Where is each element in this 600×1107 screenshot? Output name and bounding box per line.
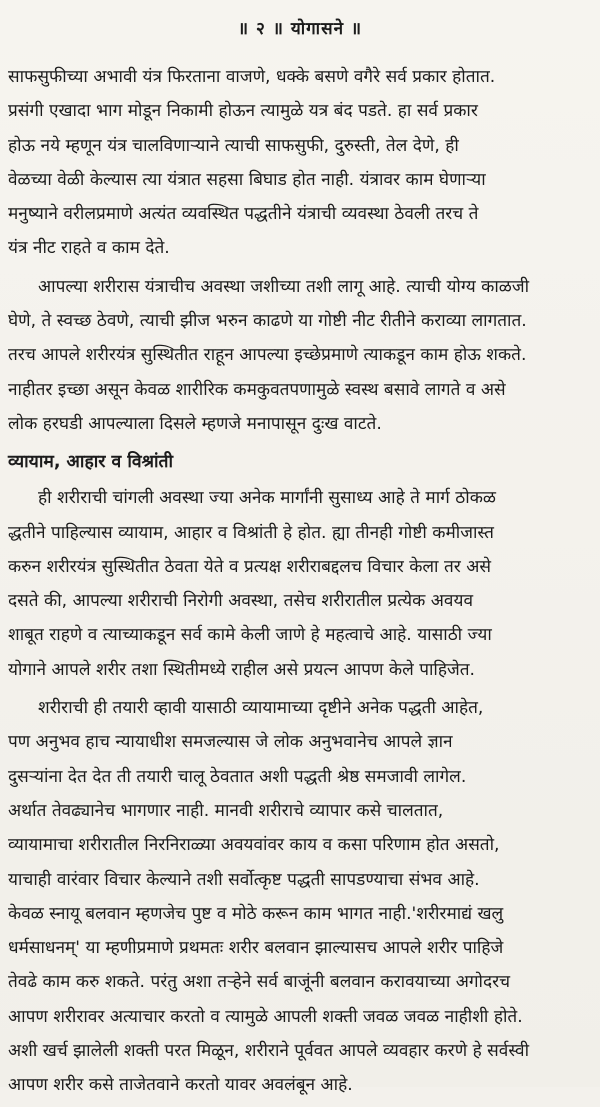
page-header: ॥ २ ॥ योगासने ॥ [237, 19, 363, 39]
text-line: योगाने आपले शरीर तशा स्थितीमध्ये राहील असे प्रयत्न आपण केले पाहिजेत. [8, 659, 476, 680]
text-line: ही शरीराची चांगली अवस्था ज्या अनेक मार्गांनी सुसाध्य आहे ते मार्ग ठोकळ [38, 488, 496, 509]
section-heading: व्यायाम, आहार व विश्रांती [8, 452, 174, 473]
text-line: अर्थात तेवढ्यानेच भागणार नाही. मानवी शरीराचे व्यापार कसे चालतात, [8, 800, 444, 821]
text-line: अशी खर्च झालेली शक्ती परत मिळून, शरीराने पूर्ववत आपले व्यवहार करणे हे सर्वस्वी [8, 1041, 530, 1062]
text-line: यंत्र नीट राहते व काम देते. [8, 238, 170, 259]
text-line: केवळ स्नायू बलवान म्हणजेच पुष्ट व मोठे करून काम भागत नाही.'शरीरमाद्यं खलु [8, 903, 504, 924]
text-line: प्रसंगी एखादा भाग मोडून निकामी होऊन त्यामुळे यत्र बंद पडते. हा सर्व प्रकार [8, 101, 478, 122]
text-line: आपण शरीरावर अत्याचार करतो व त्यामुळे आपली शक्ती जवळ जवळ नाहीशी होते. [8, 1006, 523, 1027]
page-content [8, 60, 592, 1107]
paragraph-exercise-methods [8, 691, 592, 1103]
paragraph-machine-maintenance [8, 60, 592, 266]
paragraph-body-as-machine [8, 270, 592, 441]
text-line: होऊ नये म्हणून यंत्र चालविणाऱ्याने त्याची साफसुफी, दुरुस्ती, तेल देणे, ही [8, 135, 459, 156]
text-line: घेणे, ते स्वच्छ ठेवणे, त्याची झीज भरुन काढणे या गोष्टी नीट रीतीने कराव्या लागतात. [8, 311, 527, 332]
text-line: आपण शरीर कसे ताजेतवाने करतो यावर अवलंबून आहे. [8, 1075, 353, 1096]
text-line: पण अनुभव हाच न्यायाधीश समजल्यास जे लोक अनुभवानेच आपले ज्ञान [8, 732, 453, 753]
text-line: करुन शरीरयंत्र सुस्थितीत ठेवता येते व प्रत्यक्ष शरीराबद्दलच विचार केला तर असे [8, 556, 492, 577]
text-line: नाहीतर इच्छा असून केवळ शारीरिक कमकुवतपणामुळे स्वस्थ बसावे लागते व असे [8, 379, 506, 400]
text-line: साफसुफीच्या अभावी यंत्र फिरताना वाजणे, धक्के बसणे वगैरे सर्व प्रकार होतात. [8, 67, 496, 87]
text-line: मनुष्याने वरीलप्रमाणे अत्यंत व्यवस्थित पद्धतीने यंत्राची व्यवस्था ठेवली तरच ते [8, 204, 479, 225]
text-line: आपल्या शरीरास यंत्राचीच अवस्था जशीच्या तशी लागू आहे. त्याची योग्य काळजी [38, 276, 530, 297]
text-line: वेळच्या वेळी केल्यास त्या यंत्रात सहसा बिघाड होत नाही. यंत्रावर काम घेणाऱ्या [8, 169, 486, 190]
paragraph-exercise-diet-rest [8, 481, 592, 687]
text-line: तेवढे काम करु शकते. परंतु अशा तऱ्हेने सर्व बाजूंनी बलवान करावयाच्या अगोदरच [8, 972, 511, 993]
text-line: लोक हरघडी आपल्याला दिसले म्हणजे मनापासून दुःख वाटते. [8, 413, 382, 434]
text-line: द्धतीने पाहिल्यास व्यायाम, आहार व विश्रांती हे होत. ह्या तीनही गोष्टी कमीजास्त [8, 522, 494, 543]
text-line: दुसऱ्यांना देत देत ती तयारी चालू ठेवतात अशी पद्धती श्रेष्ठ समजावी लागेल. [8, 766, 467, 787]
text-line: व्यायामाचा शरीरातील निरनिराळ्या अवयवांवर काय व कसा परिणाम होत असतो, [8, 835, 500, 856]
text-line: याचाही वारंवार विचार केल्याने तशी सर्वोत्कृष्ट पद्धती सापडण्याचा संभव आहे. [8, 869, 480, 890]
text-line: दसते की, आपल्या शरीराची निरोगी अवस्था, तसेच शरीरातील प्रत्येक अवयव [8, 591, 474, 612]
text-line: तरच आपले शरीरयंत्र सुस्थितीत राहून आपल्या इच्छेप्रमाणे त्याकडून काम होऊ शकते. [8, 345, 527, 366]
text-line: धर्मसाधनम्' या म्हणीप्रमाणे प्रथमतः शरीर बलवान झाल्यासच आपले शरीर पाहिजे [8, 938, 504, 959]
text-line: शरीराची ही तयारी व्हावी यासाठी व्यायामाच्या दृष्टीने अनेक पद्धती आहेत, [38, 698, 484, 719]
text-line: शाबूत राहणे व त्याच्याकडून सर्व कामे केली जाणे हे महत्वाचे आहे. यासाठी ज्या [8, 625, 492, 646]
